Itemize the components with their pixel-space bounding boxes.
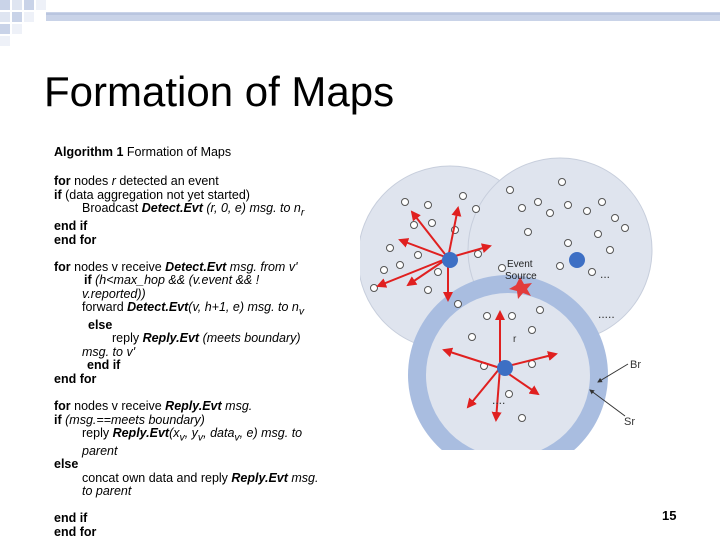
algo-line: end for bbox=[54, 524, 97, 539]
algo-line: end if bbox=[54, 219, 88, 234]
map-formation-diagram bbox=[360, 150, 660, 450]
ellipsis-label: .... bbox=[492, 393, 506, 407]
algo-line: end if bbox=[87, 358, 121, 373]
algo-line: Broadcast Detect.Evt (r, 0, e) msg. to $n_r$ bbox=[82, 201, 305, 219]
algo-line: for nodes v receive Reply.Evt msg. bbox=[54, 399, 253, 414]
algo-line: end for bbox=[54, 371, 97, 386]
slide-title: Formation of Maps bbox=[44, 68, 395, 115]
page-number: 15 bbox=[662, 508, 677, 523]
ellipsis-label: ... bbox=[600, 267, 611, 281]
algo-line: parent bbox=[82, 443, 118, 458]
algo-line: if (h<max_hop && (v.event && ! bbox=[84, 273, 260, 288]
algo-line: reply Reply.Evt (meets boundary) bbox=[112, 331, 301, 346]
algo-line: end for bbox=[54, 232, 97, 247]
algo-line: to parent bbox=[82, 484, 132, 499]
ellipsis-label: ..... bbox=[598, 307, 615, 321]
algo-line: msg. to v' bbox=[82, 344, 136, 359]
algo-line: else bbox=[88, 318, 113, 333]
algo-line: forward Detect.Evt(v, h+1, e) msg. to $n_v$ bbox=[82, 300, 305, 318]
source-node-left bbox=[442, 252, 458, 268]
algo-line: else bbox=[54, 457, 79, 472]
algo-line: if (data aggregation not yet started) bbox=[54, 187, 250, 202]
algo-line: reply $Reply.Evt(x_v$, $y_v$, data$_v$, e) msg. to bbox=[82, 425, 303, 444]
algo-line: for nodes r detected an event bbox=[54, 174, 219, 189]
algorithm-text bbox=[54, 146, 364, 539]
sr-label: Sr bbox=[624, 416, 635, 428]
event-source-label: Event bbox=[507, 259, 533, 270]
source-node-right bbox=[569, 252, 585, 268]
algo-line: for nodes v receive Detect.Evt msg. from v' bbox=[54, 259, 298, 274]
algo-line: v.reported)) bbox=[82, 286, 146, 301]
algo-line: concat own data and reply Reply.Evt msg. bbox=[82, 470, 319, 485]
centre-node bbox=[497, 360, 513, 376]
algo-line: end if bbox=[54, 511, 88, 526]
r-label: r bbox=[513, 334, 517, 345]
br-label: Br bbox=[630, 359, 641, 371]
algo-line: if (msg.==meets boundary) bbox=[54, 412, 205, 427]
event-source-label: Source bbox=[505, 271, 537, 282]
corner-decoration bbox=[0, 0, 720, 60]
algorithm-header: Algorithm 1 Formation of Maps bbox=[54, 145, 232, 159]
